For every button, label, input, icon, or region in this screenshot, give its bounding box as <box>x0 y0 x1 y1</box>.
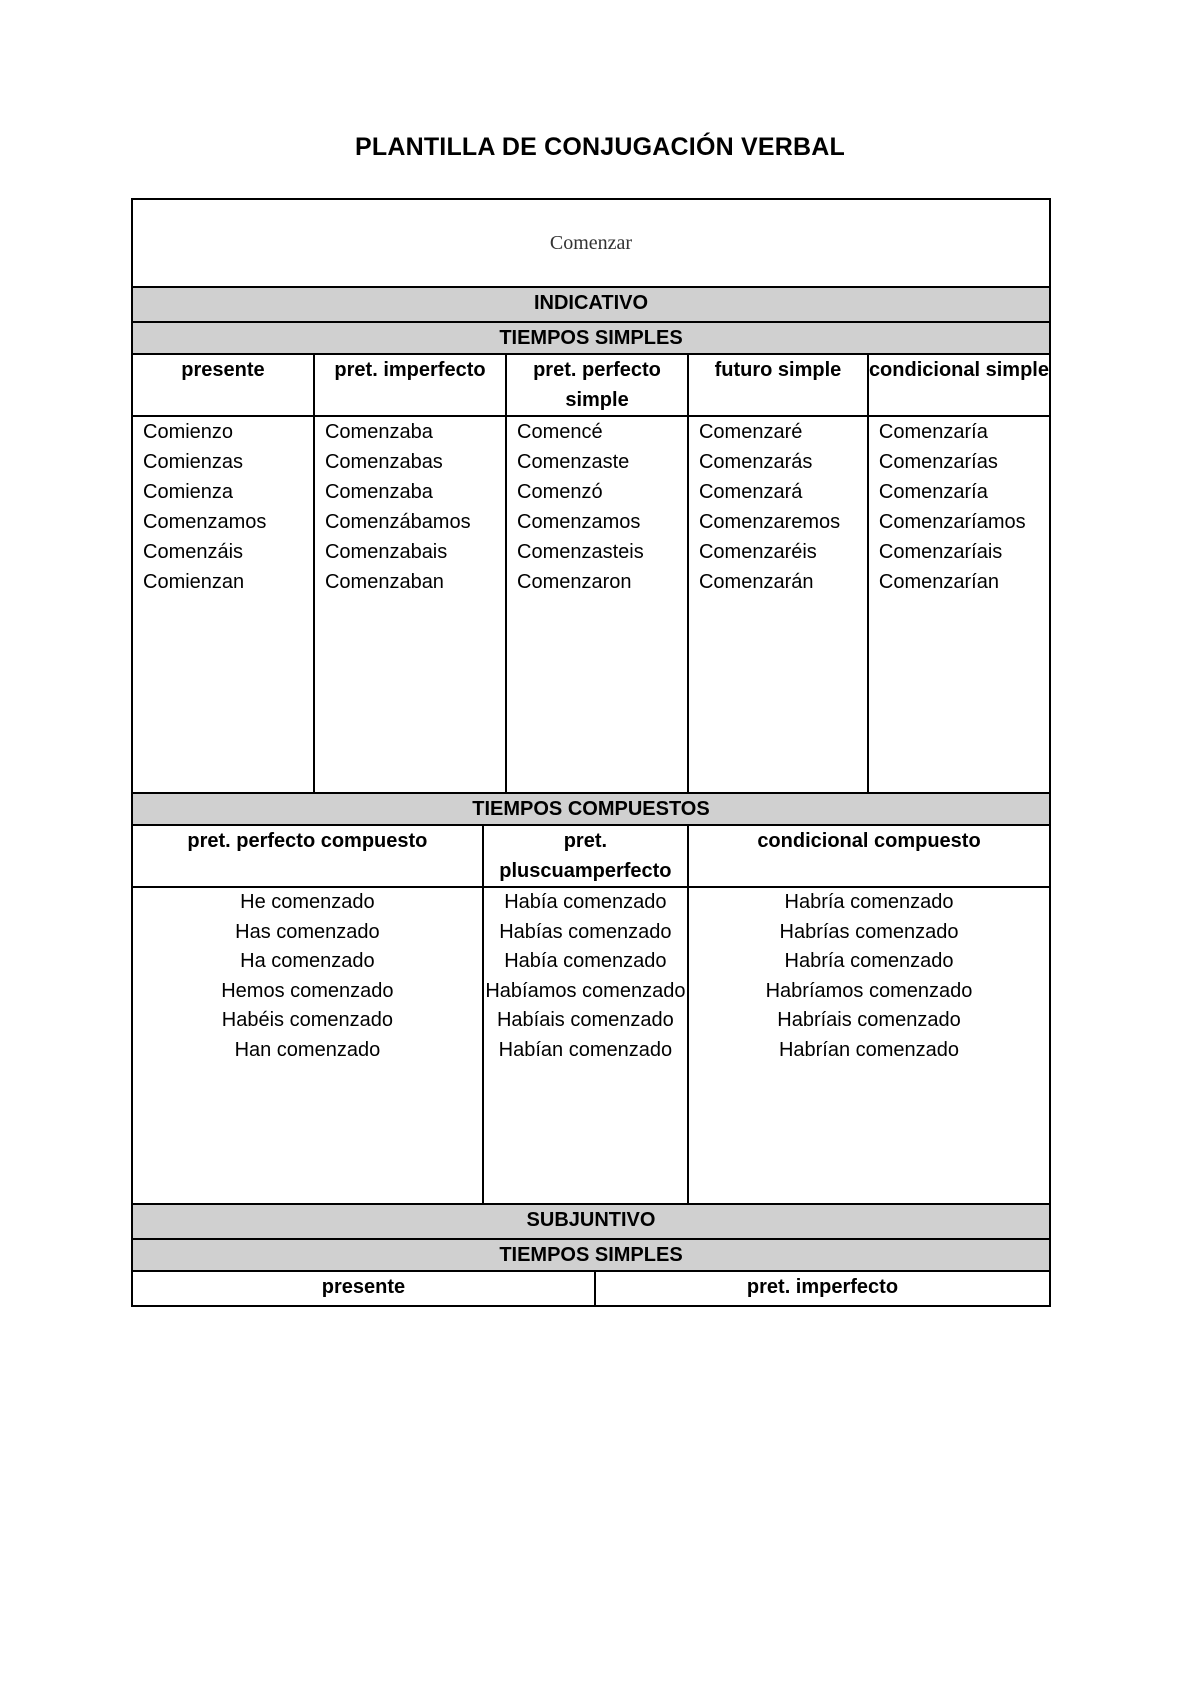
compound-forms-column <box>483 887 688 1204</box>
subjuntivo-header: presente <box>132 1271 595 1306</box>
indicativo-heading: INDICATIVO <box>132 287 1050 322</box>
verb-form: Habría comenzado <box>784 950 954 972</box>
verb-form: Habríamos comenzado <box>765 979 973 1002</box>
simple-header: presente <box>132 354 314 416</box>
verb-form: Comienzo <box>143 421 234 443</box>
simple-header: pret. imperfecto <box>314 354 506 416</box>
verb-form: Habéis comenzado <box>221 1009 393 1031</box>
verb-form: Habrías comenzado <box>779 920 959 943</box>
verb-form: Ha comenzado <box>240 950 375 972</box>
verb-form: Comenzarán <box>698 571 814 593</box>
verb-form: Comenzarás <box>698 451 813 473</box>
verb-form: Han comenzado <box>234 1038 381 1061</box>
verb-form: Comenzará <box>698 481 803 503</box>
compound-forms-column <box>132 887 483 1204</box>
verb-form: Comenzamos <box>143 511 267 533</box>
verb-form: Comenzaré <box>698 421 803 443</box>
simple-forms-column <box>688 416 868 793</box>
verb-form: Comencé <box>517 421 603 443</box>
verb-form: Comenzaba <box>324 481 433 503</box>
verb-form: Había comenzado <box>504 950 667 972</box>
verb-form: Hemos comenzado <box>221 979 394 1002</box>
subjuntivo-heading: SUBJUNTIVO <box>132 1204 1050 1239</box>
verb-form: Comienza <box>143 481 234 503</box>
simple-header: condicional simple <box>868 354 1050 416</box>
verb-form: Has comenzado <box>235 920 380 943</box>
simple-forms-column <box>506 416 688 793</box>
compound-header: pret. perfecto compuesto <box>132 825 483 887</box>
conjugation-table <box>131 198 1051 1307</box>
verb-form: Comenzabais <box>324 541 448 563</box>
verb-form: Habría comenzado <box>784 891 954 913</box>
subjuntivo-simples-heading: TIEMPOS SIMPLES <box>132 1239 1050 1271</box>
verb-form: Comenzáis <box>143 541 244 563</box>
subjuntivo-header: pret. imperfecto <box>595 1271 1050 1306</box>
verb-form: Comenzaron <box>517 571 632 593</box>
verb-form: Comenzaréis <box>698 541 817 563</box>
compound-forms-column <box>688 887 1050 1204</box>
verb-form: Comenzaban <box>324 571 444 593</box>
simple-header: pret. perfecto simple <box>506 354 688 416</box>
verb-form: Comenzamos <box>517 511 641 533</box>
verb-form: Comienzas <box>143 451 244 473</box>
verb-form: Comenzaba <box>324 421 433 443</box>
simple-forms-column <box>868 416 1050 793</box>
verb-form: Habíamos comenzado <box>485 979 686 1002</box>
verb-form: Comenzaste <box>517 451 630 473</box>
verb-form: Habías comenzado <box>499 920 672 943</box>
indicativo-compuestos-heading: TIEMPOS COMPUESTOS <box>132 793 1050 825</box>
indicativo-simples-heading: TIEMPOS SIMPLES <box>132 322 1050 354</box>
verb-form: Comienzan <box>143 571 245 593</box>
verb-form: Comenzabas <box>324 451 443 473</box>
compound-header: pret. pluscuamperfecto <box>483 825 688 887</box>
verb-form: Habíais comenzado <box>496 1009 674 1031</box>
page-title: PLANTILLA DE CONJUGACIÓN VERBAL <box>354 133 845 161</box>
simple-header: futuro simple <box>688 354 868 416</box>
verb-form: Comenzábamos <box>324 511 471 533</box>
simple-forms-column <box>314 416 506 793</box>
verb-form: He comenzado <box>240 891 375 913</box>
verb-form: Había comenzado <box>504 891 667 913</box>
verb-form: Comenzaremos <box>698 511 841 533</box>
verb-form: Comenzaríais <box>878 541 1003 563</box>
simple-forms-column <box>132 416 314 793</box>
verb-form: Comenzó <box>517 481 603 503</box>
verb-form: Comenzarían <box>878 571 999 593</box>
verb-form: Comenzaría <box>878 481 988 503</box>
verb-form: Habían comenzado <box>498 1038 673 1061</box>
verb-cell: Comenzar <box>132 199 1050 287</box>
compound-header: condicional compuesto <box>688 825 1050 887</box>
verb-form: Habrían comenzado <box>778 1038 960 1061</box>
verb-form: Comenzaría <box>878 421 988 443</box>
verb-form: Comenzaríamos <box>878 511 1026 533</box>
verb-form: Habríais comenzado <box>777 1009 961 1031</box>
verb-form: Comenzasteis <box>517 541 644 563</box>
verb-form: Comenzarías <box>878 451 998 473</box>
